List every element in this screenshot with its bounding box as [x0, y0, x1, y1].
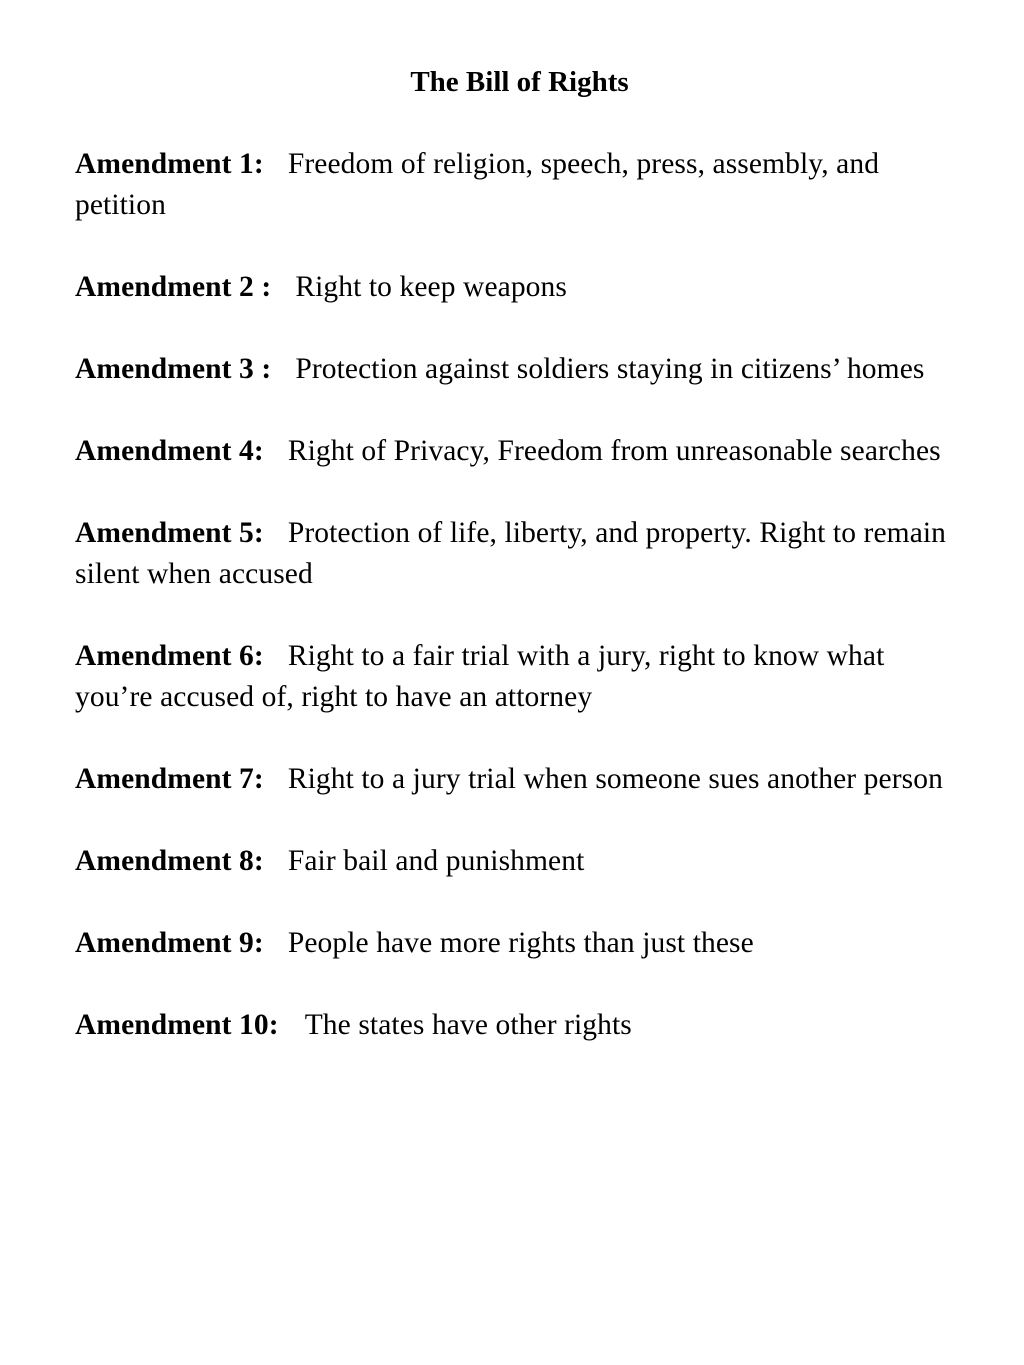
amendment-text: Right to keep weapons — [295, 271, 567, 303]
amendment-9 — [75, 923, 964, 964]
amendment-text: Right to a jury trial when someone sues another person — [287, 763, 943, 795]
amendment-7 — [75, 759, 964, 800]
amendment-text: Right to a fair trial with a jury, right to know what you’re accused of, right to have an attorney — [75, 640, 885, 713]
amendment-label: Amendment 9: — [75, 927, 264, 959]
amendment-label: Amendment 1: — [75, 148, 264, 180]
amendment-text: Fair bail and punishment — [287, 845, 585, 877]
amendment-3 — [75, 349, 964, 390]
amendment-label: Amendment 6: — [75, 640, 264, 672]
amendment-5 — [75, 513, 964, 595]
amendment-4 — [75, 431, 964, 472]
amendment-label: Amendment 3 : — [75, 353, 272, 385]
amendment-text: Protection against soldiers staying in citizens’ homes — [295, 353, 925, 385]
amendment-text: Right of Privacy, Freedom from unreasonable searches — [287, 435, 941, 467]
amendment-8 — [75, 841, 964, 882]
amendment-1 — [75, 144, 964, 226]
amendment-label: Amendment 7: — [75, 763, 264, 795]
amendment-text: Freedom of religion, speech, press, assembly, and petition — [75, 148, 880, 221]
amendment-2 — [75, 267, 964, 308]
amendment-text: Protection of life, liberty, and property. Right to remain silent when accused — [75, 517, 947, 590]
amendment-label: Amendment 2 : — [75, 271, 272, 303]
amendment-label: Amendment 5: — [75, 517, 264, 549]
amendment-text: The states have other rights — [304, 1009, 632, 1041]
page-title: The Bill of Rights — [410, 66, 629, 98]
amendment-label: Amendment 4: — [75, 435, 264, 467]
amendment-label: Amendment 10: — [75, 1009, 279, 1041]
amendment-label: Amendment 8: — [75, 845, 264, 877]
amendment-6 — [75, 636, 964, 718]
amendment-10 — [75, 1005, 964, 1046]
amendment-text: People have more rights than just these — [287, 927, 754, 959]
